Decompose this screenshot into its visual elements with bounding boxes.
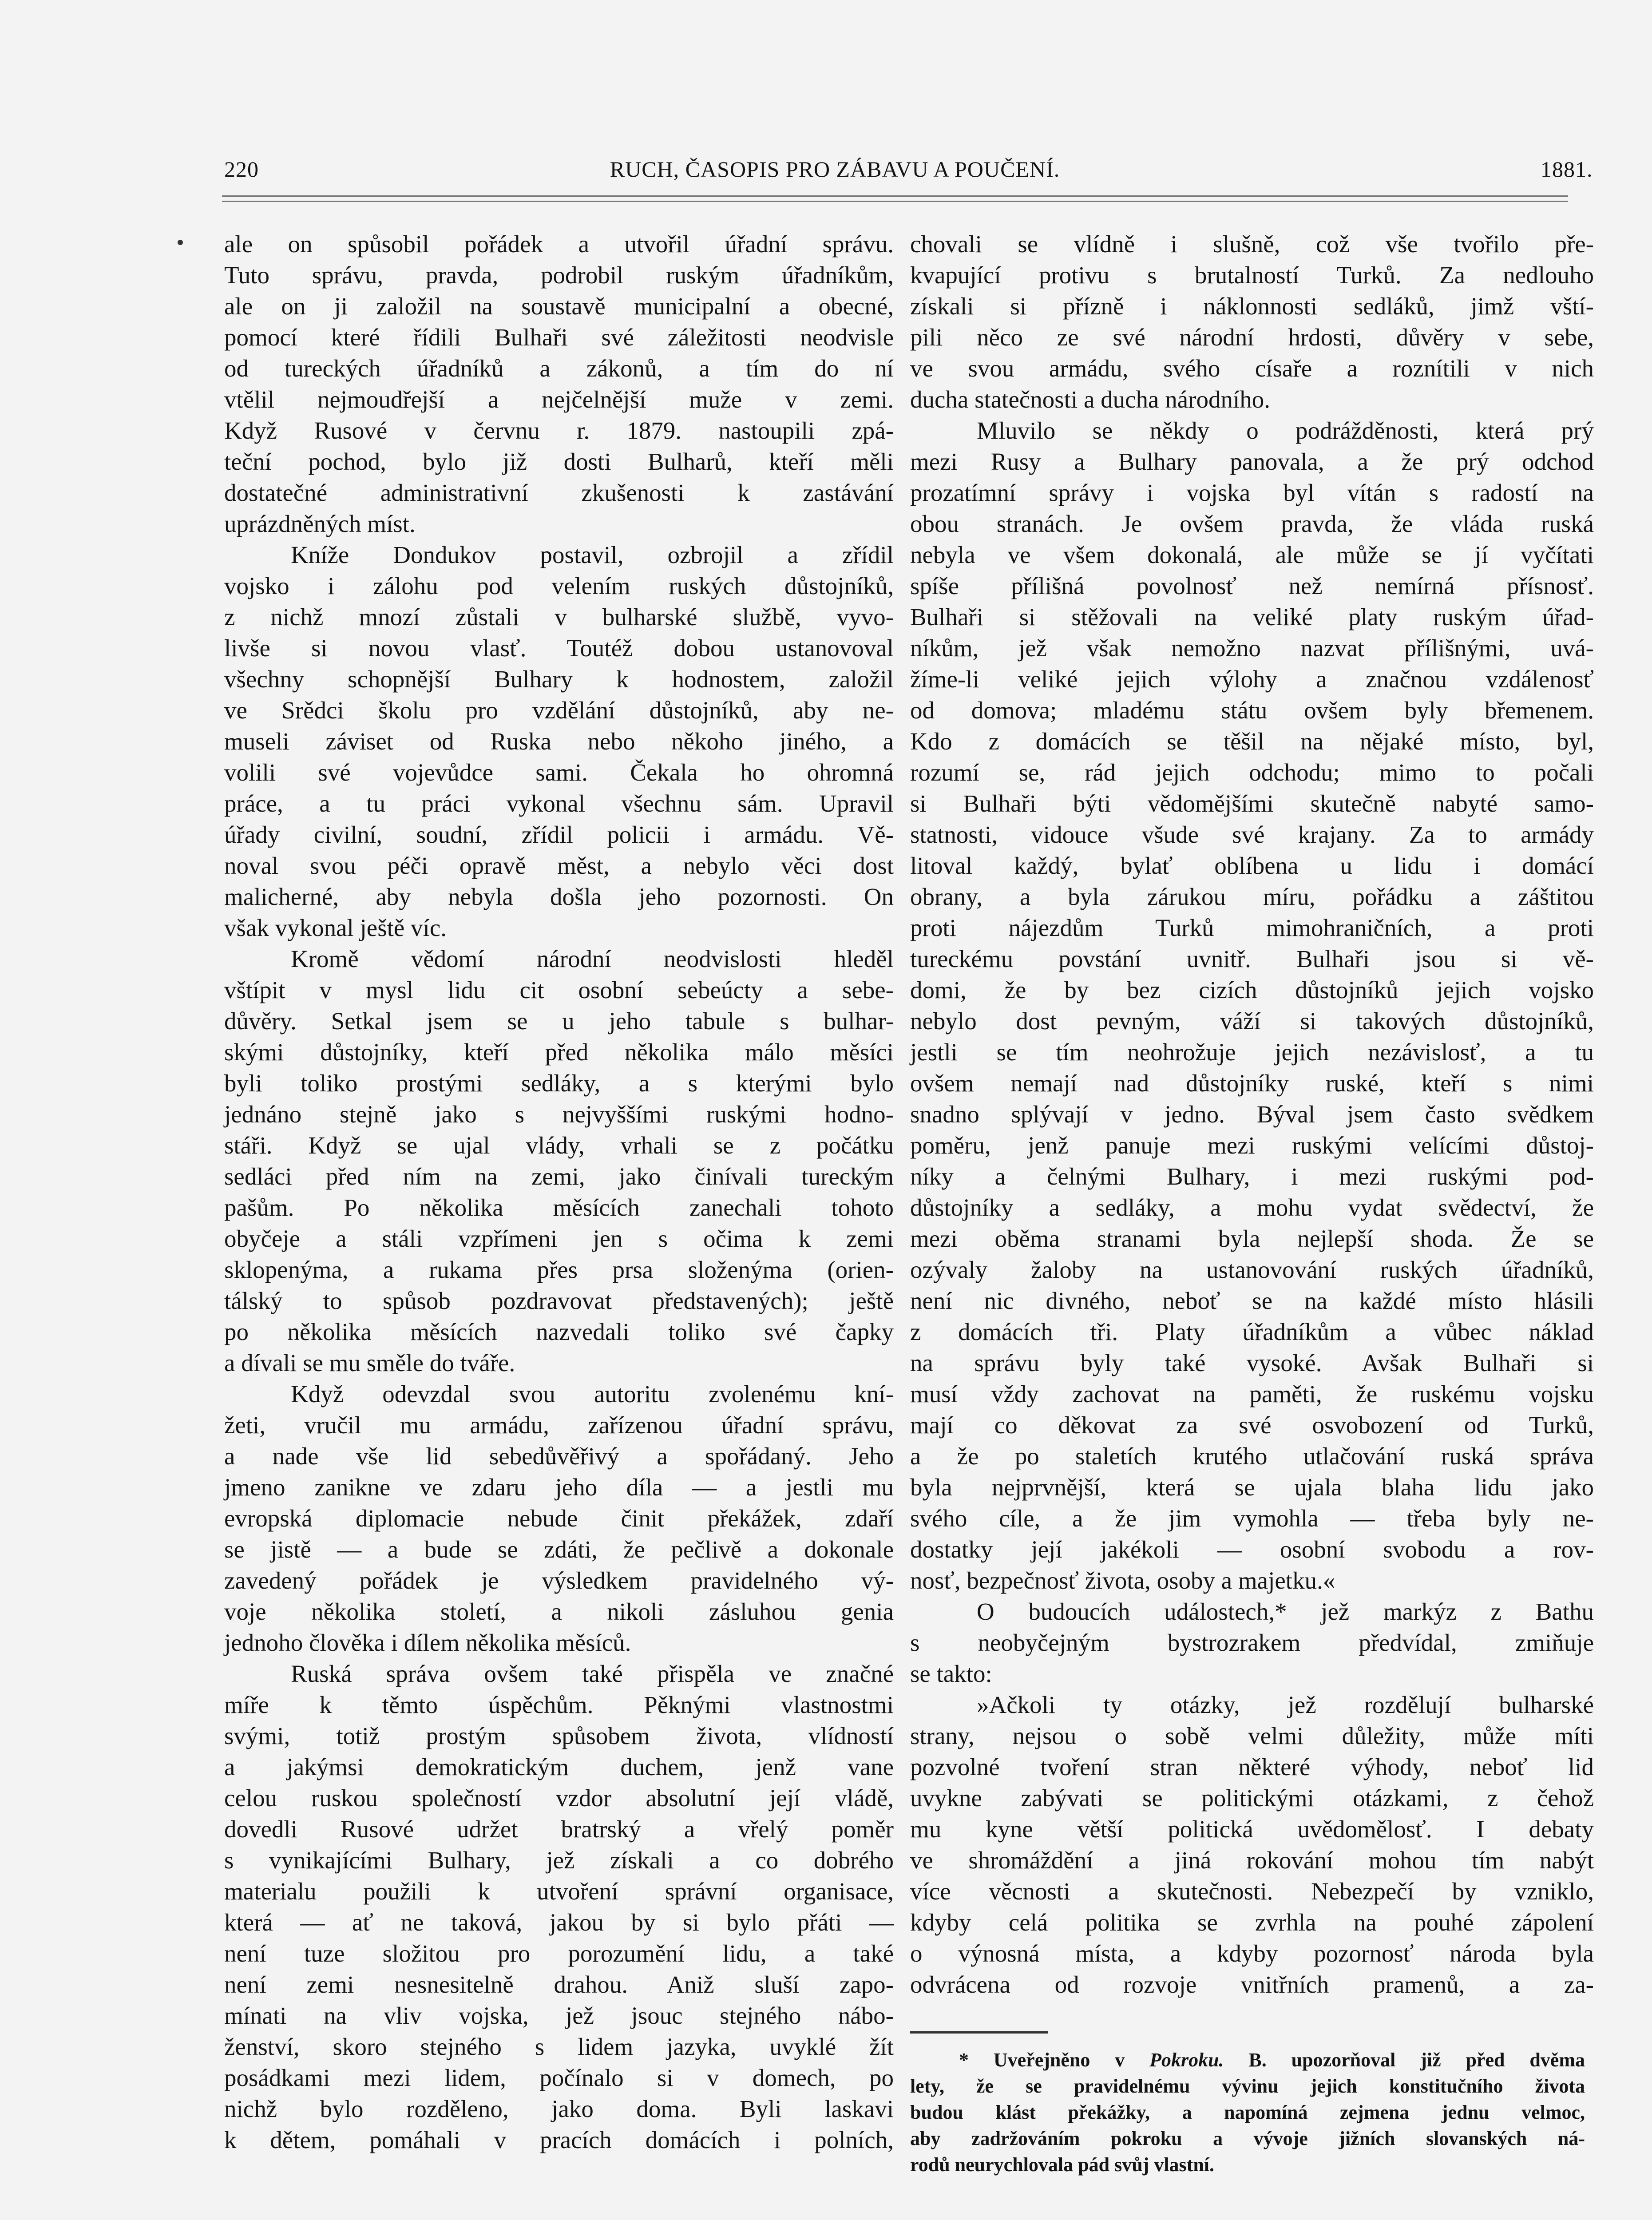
- text-line: sklopenýma, a rukama přes prsa složenýma (orien-: [224, 1256, 894, 1283]
- text-line: poměru, jenž panuje mezi ruskými velícími důstoj-: [910, 1132, 1594, 1159]
- text-line: s neobyčejným bystrozrakem předvídal, zmiňuje: [910, 1629, 1594, 1656]
- paragraph: [910, 1689, 1594, 2000]
- text-line: ale on spůsobil pořádek a utvořil úřadní správu.: [224, 230, 894, 258]
- footnote-line: lety, že se pravidelnému vývinu jejich konstitučního života: [910, 2075, 1585, 2097]
- text-line: byla nejprvnější, která se ujala blaha lidu jako: [910, 1474, 1594, 1501]
- text-line: skými důstojníky, kteří před několika málo měsíci: [224, 1039, 894, 1066]
- text-line: mínati na vliv vojska, jež jsouc stejného nábo-: [224, 2002, 894, 2029]
- text-line: se jistě — a bude se zdáti, že pečlivě a dokonale: [224, 1536, 894, 1563]
- text-line: Kromě vědomí národní neodvislosti hleděl: [291, 945, 894, 972]
- text-line: rozumí se, rád jejich odchodu; mimo to počali: [910, 759, 1594, 786]
- text-line: není tuze složitou pro porozumění lidu, a také: [224, 1940, 894, 1967]
- text-line: mezi oběma stranami byla nejlepší shoda. Že se: [910, 1225, 1594, 1252]
- text-line: z domácích tři. Platy úřadníkům a vůbec náklad: [910, 1318, 1594, 1345]
- text-line: malicherné, aby nebyla došla jeho pozornosti. On: [224, 883, 894, 910]
- text-line: svými, totiž prostým spůsobem života, vlídností: [224, 1722, 894, 1749]
- text-line: níky a čelnými Bulhary, i mezi ruskými pod-: [910, 1163, 1594, 1190]
- text-line: se takto:: [910, 1660, 992, 1687]
- text-line: úřady civilní, soudní, zřídil policii i armádu. Vě-: [224, 821, 894, 848]
- paragraph: [224, 1658, 894, 2156]
- text-line: uvykne zabývati se politickými otázkami, z čehož: [910, 1784, 1594, 1812]
- text-line: důstojníky a sedláky, a mohu vydat svědectví, že: [910, 1194, 1594, 1221]
- text-line: tálský to spůsob pozdravovat představených); ještě: [224, 1287, 894, 1314]
- text-line: od tureckých úřadníků a zákonů, a tím do ní: [224, 355, 894, 382]
- text-line: teční pochod, bylo již dosti Bulharů, kteří měli: [224, 448, 894, 475]
- text-line: žeti, vručil mu armádu, zařízenou úřadní správu,: [224, 1411, 894, 1439]
- text-line: obrany, a byla zárukou míru, pořádku a záštitou: [910, 883, 1594, 910]
- text-line: celou ruskou společností vzdor absolutní její vládě,: [224, 1784, 894, 1812]
- year: 1881.: [1541, 157, 1593, 182]
- text-line: ženství, skoro stejného s lidem jazyka, uvyklé žít: [224, 2033, 894, 2060]
- text-line: více věcnosti a skutečnosti. Nebezpečí by vzniklo,: [910, 1878, 1594, 1905]
- text-line: posádkami mezi lidem, počínalo si v domech, po: [224, 2064, 894, 2091]
- text-line: všechny schopnější Bulhary k hodnostem, založil: [224, 666, 894, 693]
- paragraph: [910, 1596, 1594, 1689]
- text-line: obou stranách. Je ovšem pravda, že vláda ruská: [910, 510, 1594, 537]
- text-line: která — ať ne taková, jakou by si bylo přáti —: [224, 1909, 894, 1936]
- text-line: ducha statečnosti a ducha národního.: [910, 386, 1270, 413]
- text-line: domi, že by bez cizích důstojníků jejich vojsko: [910, 976, 1594, 1003]
- text-line: a jakýmsi demokratickým duchem, jenž vane: [224, 1753, 894, 1780]
- text-line: jednoho člověka i dílem několika měsíců.: [224, 1629, 631, 1656]
- text-line: a že po staletích krutého utlačování ruská správa: [910, 1443, 1594, 1470]
- text-line: kdyby celá politika se zvrhla na pouhé zápolení: [910, 1909, 1594, 1936]
- text-line: ale on ji založil na soustavě municipalní a obecné,: [224, 293, 894, 320]
- left-column: [224, 229, 894, 2156]
- text-line: obyčeje a stáli vzpřímeni jen s očima k zemi: [224, 1225, 894, 1252]
- text-line: nosť, bezpečnosť života, osoby a majetku.«: [910, 1567, 1335, 1594]
- footnote-line: aby zadržováním pokroku a vývoje jižních slovanských ná-: [910, 2128, 1585, 2149]
- paragraph: [910, 229, 1594, 415]
- footnote-rule: [910, 2031, 1048, 2034]
- running-title: RUCH, ČASOPIS PRO ZÁBAVU A POUČENÍ.: [610, 157, 1060, 182]
- text-line: pašům. Po několika měsících zanechali tohoto: [224, 1194, 894, 1221]
- header-rule: [222, 201, 1568, 202]
- text-line: sedláci před ním na zemi, jako činívali tureckým: [224, 1163, 894, 1190]
- text-line: jestli se tím neohrožuje jejich nezávislosť, a tu: [910, 1039, 1594, 1066]
- margin-dot: [178, 240, 183, 245]
- text-line: nebyla ve všem dokonalá, ale může se jí vyčítati: [910, 541, 1594, 568]
- text-line: volili své vojevůdce sami. Čekala ho ohromná: [224, 759, 894, 786]
- text-line: pomocí které řídili Bulhaři své záležitosti neodvisle: [224, 324, 894, 351]
- text-line: ve svou armádu, svého císaře a roznítili v nich: [910, 355, 1594, 382]
- text-line: k dětem, pomáhali v pracích domácích i polních,: [224, 2126, 894, 2153]
- text-line: evropská diplomacie nebude činit překážek, zdaří: [224, 1505, 894, 1532]
- text-line: není zemi nesnesitelně drahou. Aniž sluší zapo-: [224, 1971, 894, 1998]
- text-line: po několika měsících nazvedali toliko své čapky: [224, 1318, 894, 1345]
- footnote-line: budou klást překážky, a napomíná zejmena jednu velmoc,: [910, 2101, 1585, 2123]
- text-line: nichž bylo rozděleno, jako doma. Byli laskavi: [224, 2095, 894, 2122]
- text-line: chovali se vlídně i slušně, což vše tvořilo pře-: [910, 230, 1594, 258]
- text-line: musí vždy zachovat na paměti, že ruskému vojsku: [910, 1380, 1594, 1407]
- text-line: byli toliko prostými sedláky, a s kterými bylo: [224, 1070, 894, 1097]
- text-line: zavedený pořádek je výsledkem pravidelného vý-: [224, 1567, 894, 1594]
- text-line: litoval každý, bylať oblíbena u lidu i domácí: [910, 852, 1594, 879]
- text-line: ozývaly žaloby na ustanovování ruských úřadníků,: [910, 1256, 1594, 1283]
- text-line: odvrácena od rozvoje vnitřních pramenů, a za-: [910, 1971, 1594, 1998]
- text-line: důvěry. Setkal jsem se u jeho tabule s bulhar-: [224, 1007, 894, 1035]
- text-line: Kníže Dondukov postavil, ozbrojil a zřídil: [291, 541, 894, 568]
- text-line: museli záviset od Ruska nebo někoho jiného, a: [224, 728, 894, 755]
- text-line: voje několika století, a nikoli zásluhou genia: [224, 1598, 894, 1625]
- text-line: O budoucích událostech,* jež markýz z Bathu: [977, 1598, 1594, 1625]
- text-line: získali si přízně i náklonnosti sedláků, jimž vští-: [910, 293, 1594, 320]
- text-line: od domova; mladému státu ovšem byly břemenem.: [910, 697, 1594, 724]
- text-line: proti nájezdům Turků mimohraničních, a proti: [910, 914, 1594, 941]
- text-line: vtělil nejmoudřejší a nejčelnější muže v zemi.: [224, 386, 894, 413]
- text-line: uprázdněných míst.: [224, 510, 416, 537]
- text-line: stáři. Když se ujal vlády, vrhali se z počátku: [224, 1132, 894, 1159]
- paragraph: [910, 415, 1594, 1596]
- paragraph: [224, 229, 894, 539]
- text-line: kvapující protivu s brutalností Turků. Za nedlouho: [910, 262, 1594, 289]
- text-line: jmeno zanikne ve zdaru jeho díla — a jestli mu: [224, 1474, 894, 1501]
- text-line: s vynikajícími Bulhary, jež získali a co dobrého: [224, 1847, 894, 1874]
- text-line: si Bulhaři býti vědomějšími skutečně nabyté samo-: [910, 790, 1594, 817]
- right-column: [910, 229, 1594, 2000]
- text-line: Ruská správa ovšem také přispěla ve značné: [291, 1660, 894, 1687]
- text-line: ve Srědci školu pro vzdělání důstojníků, aby ne-: [224, 697, 894, 724]
- text-line: strany, nejsou o sobě velmi důležity, může míti: [910, 1722, 1594, 1749]
- footnote-marker-text: * Uveřejněno v: [959, 2049, 1150, 2071]
- text-line: Tuto správu, pravda, podrobil ruským úřadníkům,: [224, 262, 894, 289]
- text-line: vštípit v mysl lidu cit osobní sebeúcty a sebe-: [224, 976, 894, 1003]
- footnote: [910, 2047, 1585, 2178]
- footnote-source: Pokroku.: [1149, 2049, 1224, 2071]
- text-line: Bulhaři si stěžovali na veliké platy ruským úřad-: [910, 603, 1594, 630]
- text-line: dostatečné administrativní zkušenosti k zastávání: [224, 479, 894, 506]
- text-line: »Ačkoli ty otázky, jež rozdělují bulharské: [977, 1691, 1594, 1718]
- text-line: na správu byly také vysoké. Avšak Bulhaři si: [910, 1349, 1594, 1376]
- text-line: práce, a tu práci vykonal všechnu sám. Upravil: [224, 790, 894, 817]
- text-line: a nade vše lid sebedůvěřivý a spořádaný. Jeho: [224, 1443, 894, 1470]
- text-line: o výnosná místa, a kdyby pozornosť národa byla: [910, 1940, 1594, 1967]
- text-line: ovšem nemají nad důstojníky ruské, kteří s nimi: [910, 1070, 1594, 1097]
- text-line: mezi Rusy a Bulhary panovala, a že prý odchod: [910, 448, 1594, 475]
- text-line: spíše přílišná povolnosť než nemírná přísnosť.: [910, 572, 1594, 599]
- text-line: Když Rusové v červnu r. 1879. nastoupili zpá-: [224, 417, 894, 444]
- text-line: níkům, jež však nemožno nazvat přílišnými, uvá-: [910, 634, 1594, 662]
- paragraph: [224, 539, 894, 944]
- text-line: svého cíle, a že jim vymohla — třeba byly ne-: [910, 1505, 1594, 1532]
- text-line: však vykonal ještě víc.: [224, 914, 447, 941]
- text-line: dostatky její jakékoli — osobní svobodu a rov-: [910, 1536, 1594, 1563]
- page-number: 220: [224, 157, 259, 182]
- text-line: vojsko i zálohu pod velením ruských důstojníků,: [224, 572, 894, 599]
- text-line: tureckému povstání uvnitř. Bulhaři jsou si vě-: [910, 945, 1594, 972]
- footnote-line: rodů neurychlovala pád svůj vlastní.: [910, 2154, 1215, 2176]
- text-line: dovedli Rusové udržet bratrský a vřelý poměr: [224, 1816, 894, 1843]
- text-line: snadno splývají v jedno. Býval jsem často svědkem: [910, 1101, 1594, 1128]
- text-line: pozvolné tvoření stran některé výhody, neboť lid: [910, 1753, 1594, 1780]
- text-line: z nichž mnozí zůstali v bulharské službě, vyvo-: [224, 603, 894, 630]
- text-line: Kdo z domácích se těšil na nějaké místo, byl,: [910, 728, 1594, 755]
- text-line: jednáno stejně jako s nejvyššími ruskými hodno-: [224, 1101, 894, 1128]
- footnote-line: [910, 2047, 1585, 2073]
- text-line: Když odevzdal svou autoritu zvolenému kní-: [291, 1380, 894, 1407]
- header-rule: [222, 195, 1568, 197]
- text-line: noval svou péči opravě měst, a nebylo věci dost: [224, 852, 894, 879]
- text-line: nebylo dost pevným, váží si takových důstojníků,: [910, 1007, 1594, 1035]
- text-line: ve shromáždění a jiná rokování mohou tím nabýt: [910, 1847, 1594, 1874]
- text-line: míře k těmto úspěchům. Pěknými vlastnostmi: [224, 1691, 894, 1718]
- footnote-text: B. upozorňoval již před dvěma: [1224, 2049, 1585, 2071]
- text-line: a dívali se mu směle do tváře.: [224, 1349, 515, 1376]
- text-line: mají co děkovat za své osvobození od Turků,: [910, 1411, 1594, 1439]
- paragraph: [224, 944, 894, 1379]
- text-line: žíme-li veliké jejich výlohy a značnou vzdálenosť: [910, 666, 1594, 693]
- text-line: statnosti, vidouce všude své krajany. Za to armády: [910, 821, 1594, 848]
- text-line: prozatímní správy i vojska byl vítán s radostí na: [910, 479, 1594, 506]
- text-line: není nic divného, neboť se na každé místo hlásili: [910, 1287, 1594, 1314]
- text-line: Mluvilo se někdy o podrážděnosti, která prý: [977, 417, 1594, 444]
- text-line: materialu použili k utvoření správní organisace,: [224, 1878, 894, 1905]
- paragraph: [224, 1379, 894, 1658]
- text-line: pili něco ze své národní hrdosti, důvěry v sebe,: [910, 324, 1594, 351]
- text-line: mu kyne větší politická uvědomělosť. I debaty: [910, 1816, 1594, 1843]
- text-line: livše si novou vlasť. Toutéž dobou ustanovoval: [224, 634, 894, 662]
